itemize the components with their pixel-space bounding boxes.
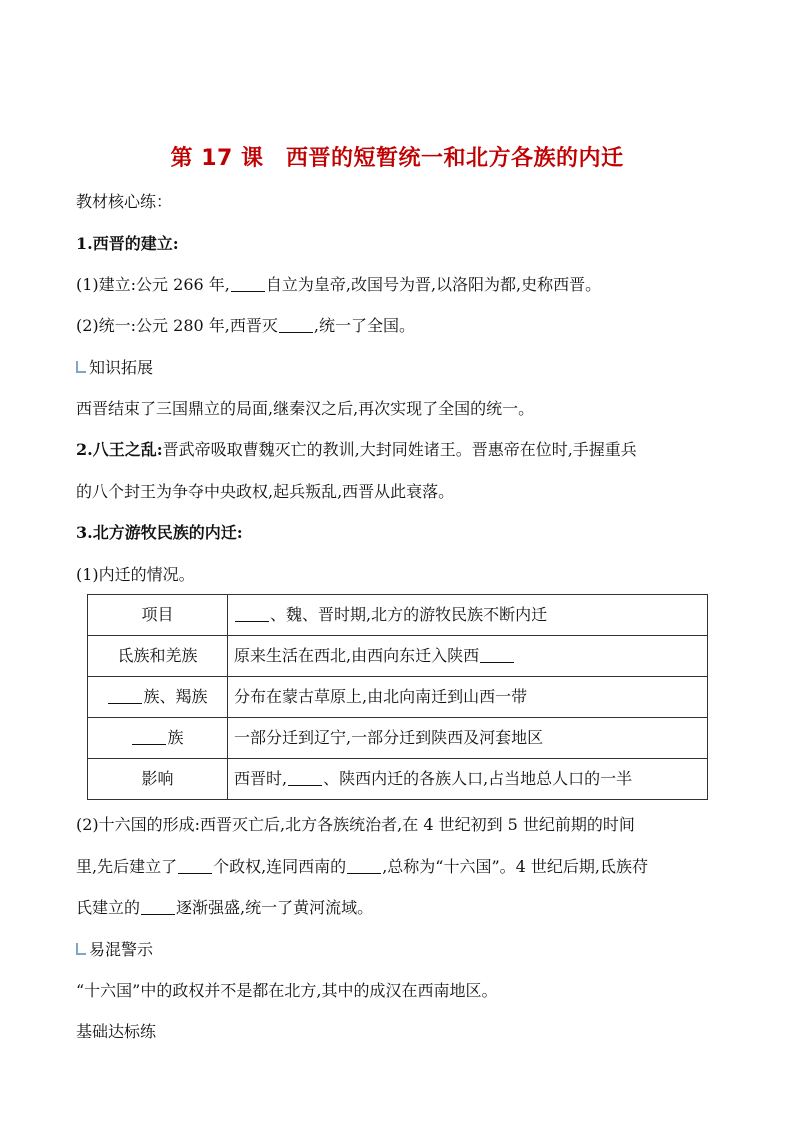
fill-blank[interactable] [347,857,381,874]
s3-para2-line3 [76,896,726,920]
s1-line1-b: 自立为皇帝,改国号为晋,以洛阳为都,史称西晋。 [265,275,602,294]
s3-heading: 3.北方游牧民族的内迁: [76,523,243,542]
table-cell-text: 西晋时, [234,769,288,788]
table-cell-text: 、陕西内迁的各族人口,占当地总人口的一半 [323,769,633,788]
fill-blank[interactable] [231,275,265,292]
s1-line2-b: ,统一了全国。 [313,316,415,335]
s2-text1: 晋武帝吸取曹魏灭亡的教训,大封同姓诸王。晋惠帝在位时,手握重兵 [162,440,637,459]
hint1-label: 知识拓展 [89,358,154,377]
table-row [88,718,708,759]
section-basic-label: 基础达标练 [76,1022,157,1041]
hint1-heading [76,356,726,380]
fill-blank[interactable] [480,646,514,663]
hint1-text: 西晋结束了三国鼎立的局面,继秦汉之后,再次实现了全国的统一。 [76,399,535,418]
table-cell-text: 族、羯族 [143,687,208,706]
hint-marker-icon [76,361,86,373]
fill-blank[interactable] [235,605,269,622]
table-cell: 氐族和羌族 [88,636,228,677]
migration-table [87,594,708,800]
table-cell [228,759,708,800]
fill-blank[interactable] [108,687,142,704]
table-cell: 一部分迁到辽宁,一部分迁到陕西及河套地区 [228,718,708,759]
para-text: ,总称为“十六国”。4 世纪后期,氐族苻 [382,857,648,876]
s1-line1 [76,273,726,297]
table-cell-text: 、魏、晋时期,北方的游牧民族不断内迁 [270,605,548,624]
section-core-label: 教材核心练： [76,192,173,211]
hint2-label: 易混警示 [89,940,154,959]
hint2-text: “十六国”中的政权并不是都在北方,其中的成汉在西南地区。 [76,981,498,1000]
table-row [88,677,708,718]
table-row [88,636,708,677]
s1-line2 [76,314,726,338]
table-row [88,759,708,800]
table-cell: 分布在蒙古草原上,由北向南迁到山西一带 [228,677,708,718]
s2-heading: 2.八王之乱: [76,440,163,459]
para-text: 里,先后建立了 [76,857,178,876]
s2-line2: 的八个封王为争夺中央政权,起兵叛乱,西晋从此衰落。 [76,482,455,501]
table-cell-text: 原来生活在西北,由西向东迁入陕西 [234,646,480,665]
fill-blank[interactable] [288,769,322,786]
s3-para2-line1: (2)十六国的形成:西晋灭亡后,北方各族统治者,在 4 世纪初到 5 世纪前期的时间 [76,815,635,834]
para-text: 个政权,连同西南的 [213,857,347,876]
para-text: 氏建立的 [76,898,141,917]
table-cell [88,677,228,718]
s2-line1 [76,438,726,462]
table-cell: 项目 [88,595,228,636]
hint2-heading [76,938,726,962]
fill-blank[interactable] [132,728,166,745]
para-text: 逐渐强盛,统一了黄河流域。 [176,898,374,917]
s1-line1-a: (1)建立:公元 266 年, [76,275,230,294]
table-cell-text: 族 [167,728,184,747]
table-cell [228,636,708,677]
fill-blank[interactable] [178,857,212,874]
s1-line2-a: (2)统一:公元 280 年,西晋灭 [76,316,278,335]
fill-blank[interactable] [279,316,313,333]
table-cell [88,718,228,759]
fill-blank[interactable] [141,898,175,915]
lesson-title: 第 17 课 西晋的短暂统一和北方各族的内迁 [170,146,624,171]
s1-heading: 1.西晋的建立: [76,234,179,253]
hint-marker-icon [76,943,86,955]
table-row [88,595,708,636]
table-cell [228,595,708,636]
table-cell: 影响 [88,759,228,800]
s3-sub1: (1)内迁的情况。 [76,565,195,584]
s3-para2-line2 [76,855,726,879]
